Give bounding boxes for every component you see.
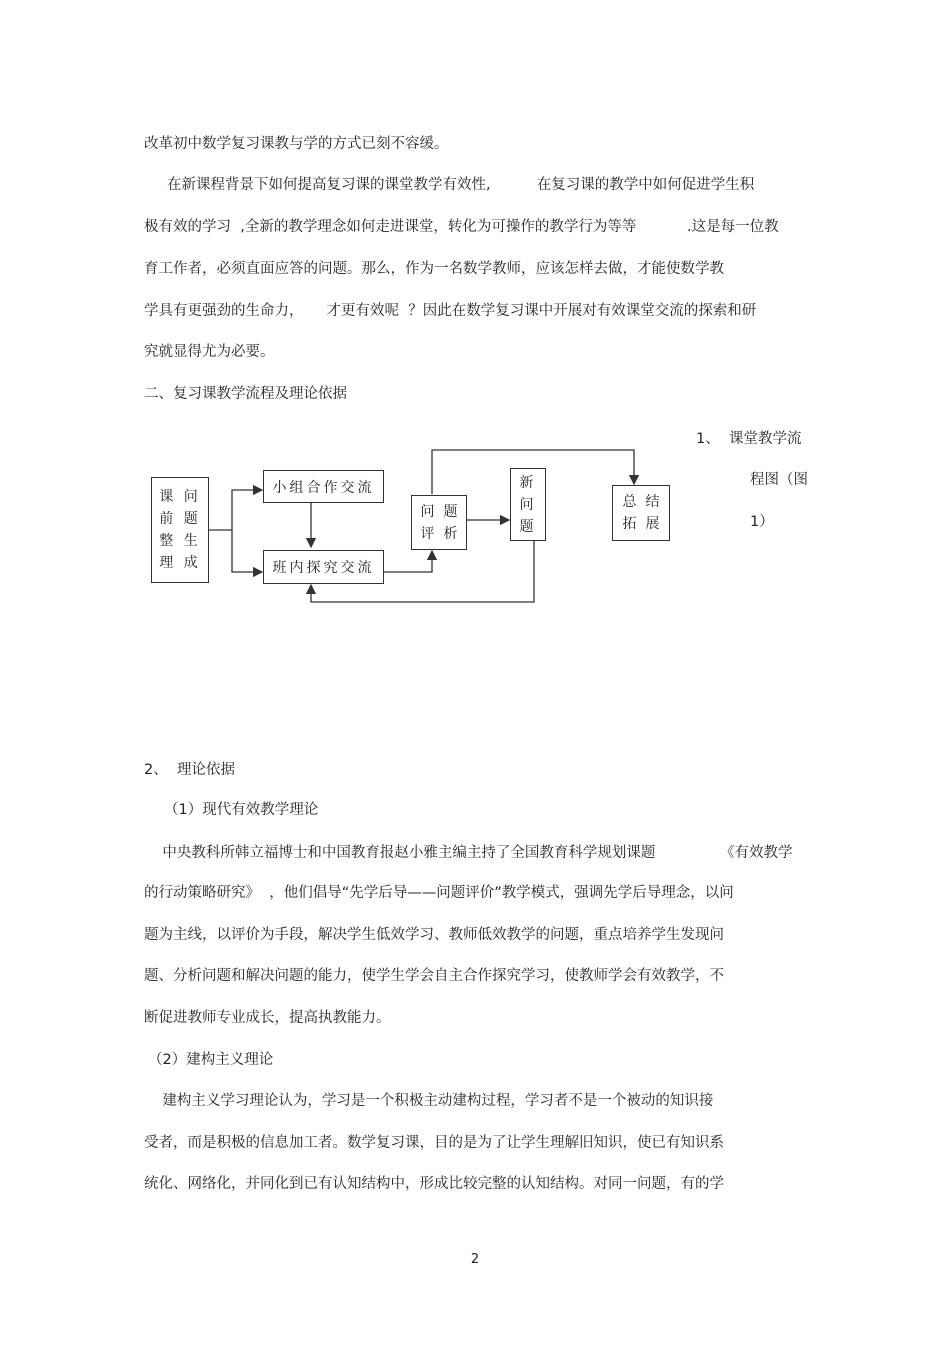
flow-box-label: 问 题 评 析 [420, 503, 458, 542]
flow-box-new-problem [510, 468, 546, 541]
flow-box-label: 课 问 前 题 整 生 理 成 [159, 489, 201, 571]
subsection-title: （1）现代有效教学理论 [164, 802, 319, 818]
flow-box-pre-class [151, 477, 209, 583]
paragraph-line: 建构主义学习理论认为，学习是一个积极主动建构过程，学习者不是一个被动的知识接 [144, 1093, 714, 1109]
paragraph-line: 究就显得尤为必要。 [144, 344, 275, 360]
flow-box-group [263, 470, 384, 503]
figure-caption-line: 程图（图 [750, 472, 808, 488]
paragraph-line: 受者，而是积极的信息加工者。数学复习课，目的是为了让学生理解旧知识，使已有知识系 [144, 1135, 724, 1151]
page-number: 2 [470, 1252, 480, 1267]
flow-box-label: 新 问 题 [519, 474, 537, 535]
paragraph-line: 在新课程背景下如何提高复习课的课堂教学有效性, 在复习课的教学中如何促进学生积 [144, 177, 755, 193]
flow-box-label: 小组合作交流 [272, 479, 375, 496]
flow-box-class-explore [263, 550, 384, 584]
subsection-heading: 2、 理论依据 [144, 762, 235, 778]
subsection-title: （2）建构主义理论 [148, 1052, 274, 1068]
paragraph-line: 统化、网络化，并同化到已有认知结构中，形成比较完整的认知结构。对同一问题，有的学 [144, 1176, 724, 1192]
flow-box-label: 总 结 拓 展 [622, 494, 660, 532]
section-heading: 二、复习课教学流程及理论依据 [144, 386, 347, 402]
paragraph-line: 中央教科所韩立福博士和中国教育报赵小雅主编主持了全国教育科学规划课题 《有效教学 [144, 845, 793, 861]
paragraph-line: 改革初中数学复习课教与学的方式已刻不容缓。 [144, 136, 449, 152]
figure-caption-line: 1、 课堂教学流 [696, 431, 802, 447]
paragraph-line: 题为主线，以评价为手段，解决学生低效学习、教师低效教学的问题，重点培养学生发现问 [144, 927, 724, 943]
flow-box-label: 班内探究交流 [272, 560, 375, 576]
paragraph-line: 断促进教师专业成长，提高执教能力。 [144, 1010, 391, 1026]
paragraph-line: 题、分析问题和解决问题的能力，使学生学会自主合作探究学习，使教师学会有效教学，不 [144, 968, 724, 984]
connector [384, 551, 432, 572]
paragraph-line: 的行动策略研究》 ，他们倡导“先学后导——问题评价”教学模式，强调先学后导理念，以问 [144, 885, 734, 901]
paragraph-line: 育工作者，必须直面应答的问题。那么，作为一名数学教师，应该怎样去做，才能使数学教 [144, 261, 724, 277]
paragraph-line: 极有效的学习 ,全新的教学理念如何走进课堂，转化为可操作的教学行为等等 .这是每一位教 [144, 219, 779, 235]
figure-caption-line: 1） [750, 514, 774, 530]
connector [208, 490, 262, 530]
connector [232, 530, 262, 572]
flow-box-summary [612, 485, 670, 541]
flow-box-evaluate [411, 495, 467, 550]
paragraph-line: 学具有更强劲的生命力， 才更有效呢 ？因此在数学复习课中开展对有效课堂交流的探索和研 [144, 303, 757, 319]
